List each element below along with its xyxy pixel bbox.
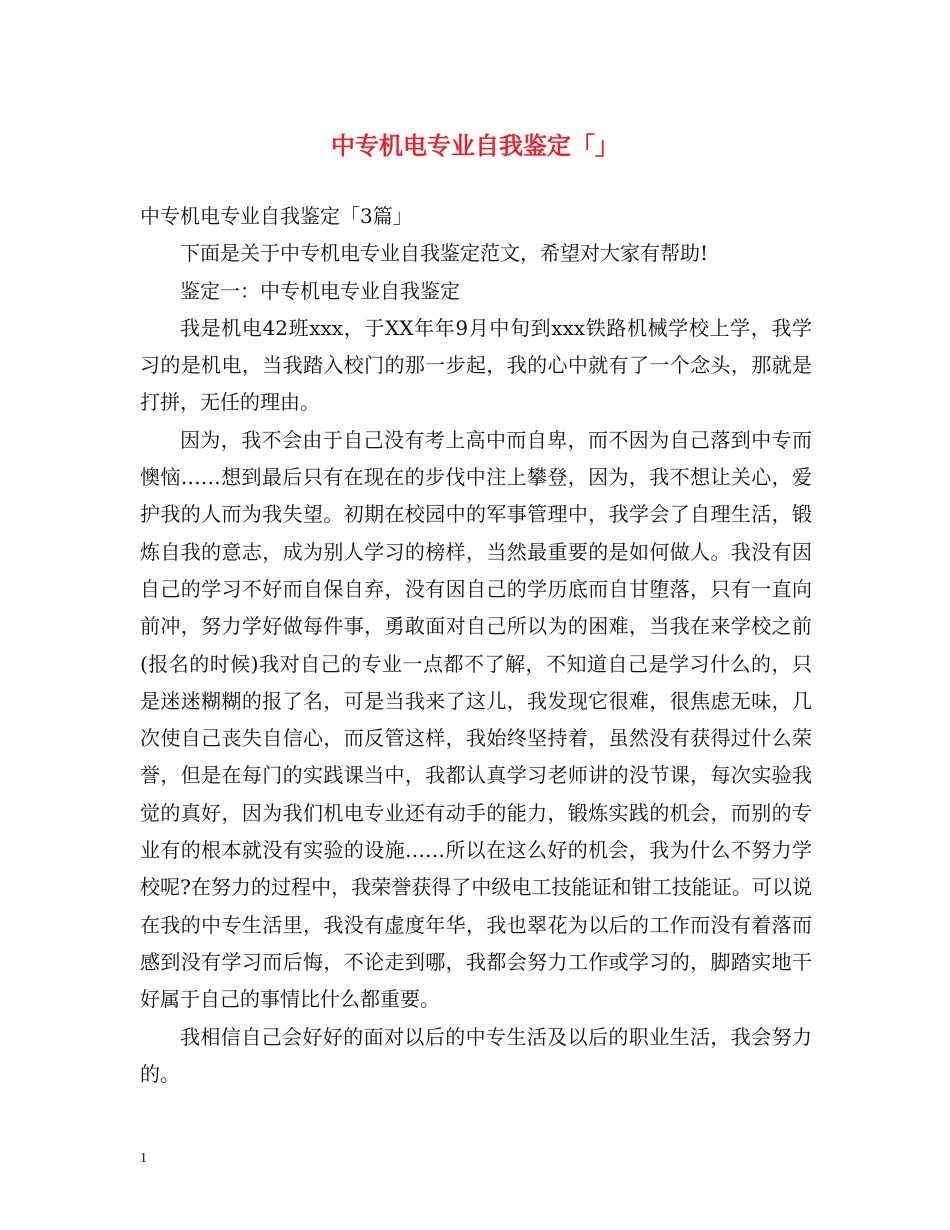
subtitle-paragraph: 中专机电专业自我鉴定「3篇」 xyxy=(140,204,413,228)
body-paragraph: 我是机电42班xxx，于XX年年9月中旬到xxx铁路机械学校上学，我学习的是机电，当我踏入校门的那一步起，我的心中就有了一个念头，那就是打拼，无任的理由。 xyxy=(140,315,812,415)
section-heading: 鉴定一：中专机电专业自我鉴定 xyxy=(180,278,460,303)
document-body xyxy=(140,198,812,1093)
closing-paragraph: 我相信自己会好好的面对以后的中专生活及以后的职业生活，我会努力的。 xyxy=(140,1024,812,1086)
intro-paragraph: 下面是关于中专机电专业自我鉴定范文，希望对大家有帮助! xyxy=(180,241,709,266)
body-paragraph: 因为，我不会由于自己没有考上高中而自卑，而不因为自己落到中专而懊恼……想到最后只有在现在的步伐中注上攀登，因为，我不想让关心，爱护我的人而为我失望。初期在校园中的军事管理中，我学会了自理生活，锻炼自我的意志，成为别人学习的榜样，当然最重要的是如何做人。我没有因自己的学习不好而自保自弃，没有因自己的学历底而自甘堕落，只有一直向前冲，努力学好做每件事，勇敢面对自己所以为的困难，当我在来学校之前(报名的时候)我对自己的专业一点都不了解，不知道自己是学习什么的，只是迷迷糊糊的报了名，可是当我来了这儿，我发现它很难，很焦虑无味，几次使自己丧失自信心，而反管这样，我始终坚持着，虽然没有获得过什么荣誉，但是在每门的实践课当中，我都认真学习老师讲的没节课，每次实验我觉的真好，因为我们机电专业还有动手的能力，锻炼实践的机会，而别的专业有的根本就没有实验的设施……所以在这么好的机会，我为什么不努力学校呢?在努力的过程中，我荣誉获得了中级电工技能证和钳工技能证。可以说在我的中专生活里，我没有虚度年华，我也翠花为以后的工作而没有着落而感到没有学习而后悔，不论走到哪，我都会努力工作或学习的，脚踏实地干好属于自己的事情比什么都重要。 xyxy=(140,427,812,1012)
document-title: 中专机电专业自我鉴定「」 xyxy=(331,131,619,160)
page-number: 1 xyxy=(140,1151,147,1166)
